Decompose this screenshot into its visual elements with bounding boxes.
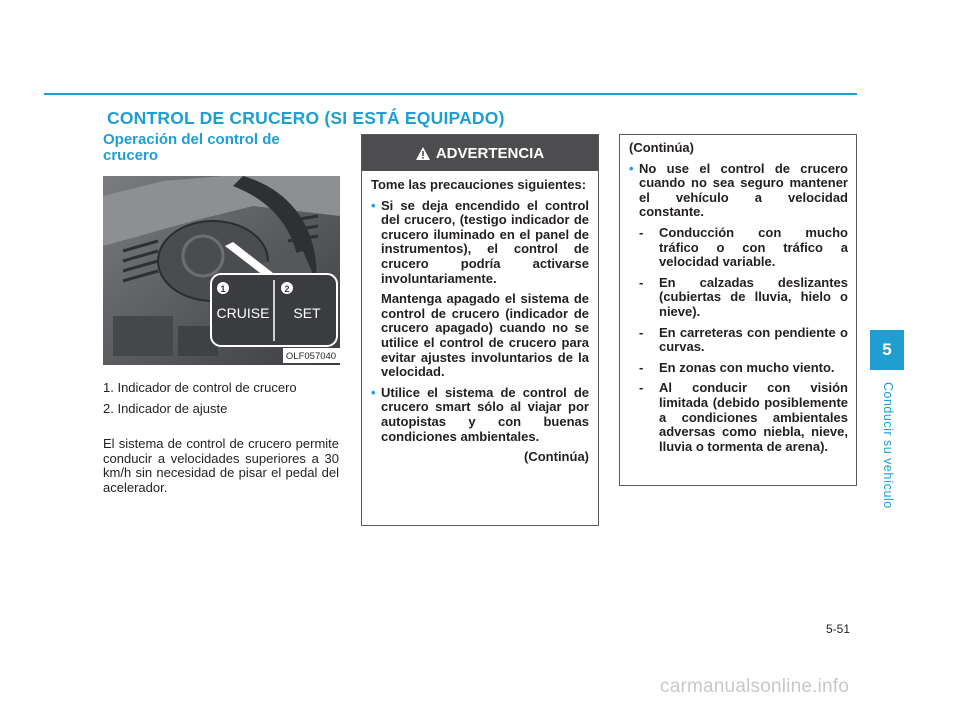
warning-header bbox=[362, 135, 598, 171]
warning-title: ADVERTENCIA bbox=[435, 144, 545, 162]
warning-bullet-2-text: Utilice el sistema de control de crucero smart sólo al viajar por autopistas y con buenas condiciones ambientales. bbox=[381, 384, 589, 444]
legend-item-1: 1. Indicador de control de crucero bbox=[103, 380, 297, 395]
condition-text: Al conducir con visión limitada (debido posiblemente a condiciones ambientales adversas como niebla, nieve, lluvia o tormenta de arena). bbox=[659, 380, 848, 454]
figure-code: OLF057040 bbox=[285, 351, 337, 362]
warning-bullet-1-followup: Mantenga apagado el sistema de control de crucero (indicador de crucero apagado) cuando no se utilice el control de crucero para evitar ajustes involuntarios de la velocidad. bbox=[381, 291, 589, 380]
callout-1: 1 bbox=[220, 284, 226, 294]
warning-intro: Tome las precauciones siguientes: bbox=[371, 177, 587, 192]
warning-bullet-2 bbox=[371, 386, 589, 444]
condition-item: - Al conducir con visión limitada (debido posiblemente a condiciones ambientales adversas como niebla, nieve, lluvia o tormenta de arena). bbox=[639, 380, 848, 454]
condition-text: Conducción con mucho tráfico o con tráfico a velocidad variable. bbox=[659, 224, 848, 270]
dashboard-illustration bbox=[103, 176, 340, 365]
condition-item: - En carreteras con pendiente o curvas. bbox=[639, 324, 848, 355]
condition-text: En calzadas deslizantes (cubiertas de lluvia, hielo o nieve). bbox=[659, 274, 848, 319]
warning-body bbox=[362, 171, 598, 465]
top-divider bbox=[44, 93, 857, 95]
cruise-control-photo bbox=[103, 176, 340, 365]
bullet-dot-icon: • bbox=[371, 384, 376, 400]
continuation-box bbox=[619, 134, 857, 486]
warning-continued: (Continúa) bbox=[524, 449, 589, 465]
section-title: CONTROL DE CRUCERO (SI ESTÁ EQUIPADO) bbox=[107, 108, 505, 128]
continuation-bullet bbox=[629, 162, 848, 220]
bullet-dot-icon: • bbox=[371, 197, 376, 213]
bullet-dot-icon: • bbox=[629, 160, 634, 176]
left-column bbox=[103, 132, 340, 164]
body-text: El sistema de control de crucero permite conducir a velocidades superiores a 30 km/h sin necesidad de pisar el pedal del acelerador. bbox=[103, 436, 339, 495]
set-button-label: SET bbox=[293, 305, 321, 321]
condition-text: En carreteras con pendiente o curvas. bbox=[659, 324, 848, 355]
subheading: Operación del control de crucero bbox=[103, 131, 280, 164]
watermark: carmanualsonline.info bbox=[660, 676, 850, 697]
condition-item: - Conducción con mucho tráfico o con tráfico a velocidad variable. bbox=[639, 224, 848, 270]
condition-text: En zonas con mucho viento. bbox=[659, 359, 835, 375]
chapter-label: Conducir su vehículo bbox=[881, 382, 895, 509]
cruise-button-label: CRUISE bbox=[216, 305, 270, 321]
legend-item-2: 2. Indicador de ajuste bbox=[103, 401, 228, 416]
warning-box bbox=[361, 134, 599, 526]
condition-item: - En zonas con mucho viento. bbox=[639, 359, 835, 375]
continuation-bullet-text: No use el control de crucero cuando no sea seguro mantener el vehículo a velocidad constante. bbox=[639, 160, 848, 220]
chapter-tab: 5 bbox=[870, 330, 904, 370]
warning-bullet-1 bbox=[371, 199, 589, 287]
warning-bullet-1-text: Si se deja encendido el control del crucero, (testigo indicador de crucero iluminado en el panel de instrumentos), el control de crucero podría activarse involuntariamente. bbox=[381, 197, 589, 286]
continuation-header: (Continúa) bbox=[629, 140, 694, 155]
warning-triangle-icon bbox=[416, 147, 430, 160]
callout-2: 2 bbox=[284, 284, 290, 294]
page-number: 5-51 bbox=[826, 622, 851, 636]
condition-item: - En calzadas deslizantes (cubiertas de lluvia, hielo o nieve). bbox=[639, 274, 848, 319]
continuation-body bbox=[620, 135, 856, 454]
